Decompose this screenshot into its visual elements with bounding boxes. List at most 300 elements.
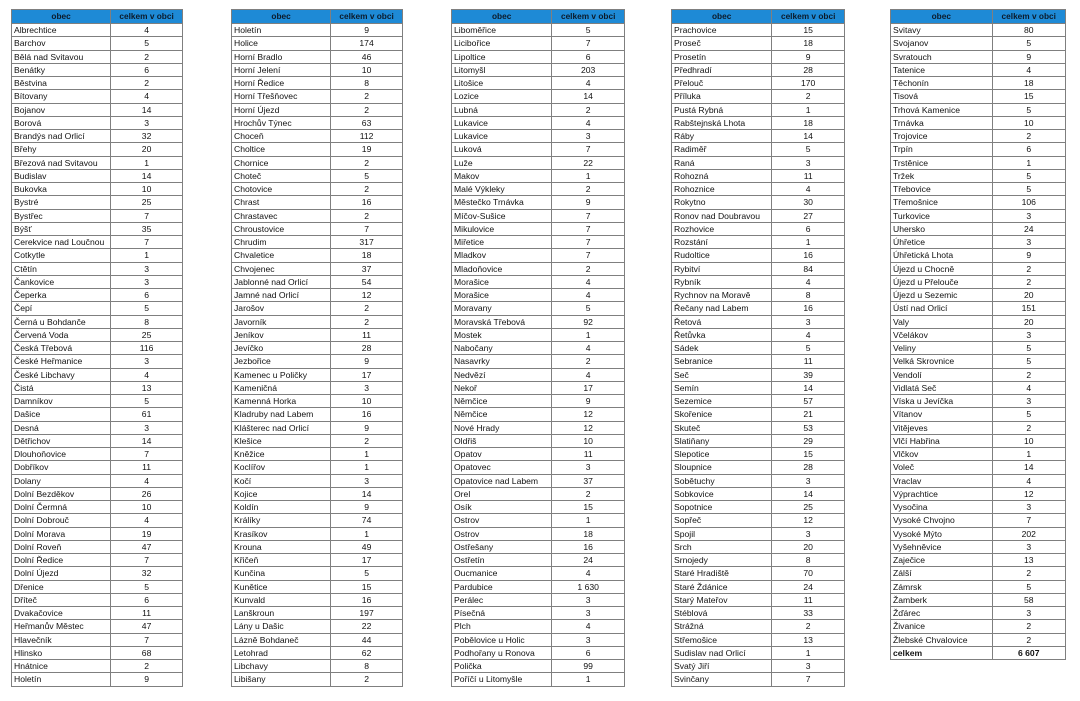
- municipality-count: 15: [331, 580, 403, 593]
- municipality-count: 14: [772, 130, 845, 143]
- table-row: [12, 540, 183, 553]
- municipality-name: Ostrov: [452, 514, 552, 527]
- municipality-name: Dolany: [12, 474, 111, 487]
- table-row: [452, 209, 625, 222]
- table-row: [672, 143, 845, 156]
- municipality-name: Sudislav nad Orlicí: [672, 646, 772, 659]
- municipality-name: Čistá: [12, 381, 111, 394]
- municipality-count: 26: [111, 487, 183, 500]
- municipality-name: Budislav: [12, 169, 111, 182]
- municipality-count: 7: [552, 37, 625, 50]
- municipality-count: 1: [772, 236, 845, 249]
- table-row: [452, 395, 625, 408]
- table-row: [232, 421, 403, 434]
- municipality-count: 112: [331, 130, 403, 143]
- municipality-name: Kočí: [232, 474, 331, 487]
- municipality-name: Dolní Újezd: [12, 567, 111, 580]
- table-row: [672, 514, 845, 527]
- municipality-name: Luže: [452, 156, 552, 169]
- municipality-name: Semín: [672, 381, 772, 394]
- total-label: celkem: [891, 646, 993, 659]
- municipality-name: Proseč: [672, 37, 772, 50]
- municipality-count: 6: [552, 50, 625, 63]
- municipality-name: Střemošice: [672, 633, 772, 646]
- municipality-name: Dlouhoňovice: [12, 448, 111, 461]
- table-row: [452, 434, 625, 447]
- table-row: [12, 381, 183, 394]
- municipality-name: Třebovice: [891, 183, 993, 196]
- municipality-name: Javorník: [232, 315, 331, 328]
- municipality-name: Slepotice: [672, 448, 772, 461]
- table-row: [672, 169, 845, 182]
- municipality-count: 5: [992, 580, 1066, 593]
- municipality-name: Holetín: [12, 673, 111, 686]
- municipality-count: 4: [992, 63, 1066, 76]
- header-celkem: celkem v obci: [331, 10, 403, 24]
- municipality-name: Rozstání: [672, 236, 772, 249]
- table-row: [232, 143, 403, 156]
- municipality-count: 16: [772, 302, 845, 315]
- municipality-count: 49: [331, 540, 403, 553]
- municipality-count: 1: [552, 514, 625, 527]
- municipality-name: Vysočina: [891, 501, 993, 514]
- table-row: [672, 461, 845, 474]
- municipality-count: 28: [772, 63, 845, 76]
- municipality-count: 80: [992, 24, 1066, 37]
- municipality-count: 15: [992, 90, 1066, 103]
- municipality-count: 1: [331, 448, 403, 461]
- table-row: [12, 90, 183, 103]
- municipality-name: Spojil: [672, 527, 772, 540]
- header-celkem: celkem v obci: [111, 10, 183, 24]
- municipality-count: 2: [992, 421, 1066, 434]
- table-row: [452, 77, 625, 90]
- municipality-count: 1: [772, 646, 845, 659]
- municipality-name: České Libchavy: [12, 368, 111, 381]
- municipality-name: Tatenice: [891, 63, 993, 76]
- table-row: [452, 103, 625, 116]
- municipality-count: 5: [772, 342, 845, 355]
- municipality-name: Bojanov: [12, 103, 111, 116]
- table-row: [12, 103, 183, 116]
- municipality-count: 17: [331, 554, 403, 567]
- municipality-name: Hnátnice: [12, 660, 111, 673]
- municipality-count: 2: [992, 633, 1066, 646]
- municipality-count: 37: [331, 262, 403, 275]
- municipality-count: 197: [331, 607, 403, 620]
- municipality-count: 6: [772, 222, 845, 235]
- table-row: [232, 116, 403, 129]
- municipality-count: 13: [111, 381, 183, 394]
- table-row: [12, 143, 183, 156]
- table-row: [452, 130, 625, 143]
- table-row: [452, 236, 625, 249]
- municipality-name: Vraclav: [891, 474, 993, 487]
- municipality-name: Krouna: [232, 540, 331, 553]
- table-row: [891, 381, 1066, 394]
- municipality-count: 9: [552, 196, 625, 209]
- municipality-name: Seč: [672, 368, 772, 381]
- municipality-name: Bělá nad Svitavou: [12, 50, 111, 63]
- table-row: [452, 633, 625, 646]
- table-row: [672, 77, 845, 90]
- municipality-name: Trhová Kamenice: [891, 103, 993, 116]
- municipality-count: 10: [992, 116, 1066, 129]
- table-row: [232, 580, 403, 593]
- municipality-count: 3: [111, 421, 183, 434]
- municipality-name: Damníkov: [12, 395, 111, 408]
- table-row: [672, 527, 845, 540]
- municipality-count: 7: [111, 209, 183, 222]
- table-row: [891, 275, 1066, 288]
- table-row: [672, 249, 845, 262]
- municipality-name: Kunvald: [232, 593, 331, 606]
- municipality-name: Morašice: [452, 275, 552, 288]
- municipality-count: 3: [992, 328, 1066, 341]
- municipality-name: Míčov-Sušice: [452, 209, 552, 222]
- municipality-count: 10: [331, 63, 403, 76]
- municipality-count: 3: [552, 593, 625, 606]
- municipality-name: Vendolí: [891, 368, 993, 381]
- table-row: [232, 77, 403, 90]
- municipality-count: 19: [331, 143, 403, 156]
- table-row: [891, 567, 1066, 580]
- table-row: [232, 289, 403, 302]
- municipality-name: Horní Bradlo: [232, 50, 331, 63]
- table-row: [452, 567, 625, 580]
- municipality-name: Městečko Trnávka: [452, 196, 552, 209]
- table-row: [232, 183, 403, 196]
- table-row: [672, 620, 845, 633]
- municipality-count: 116: [111, 342, 183, 355]
- table-row: [232, 24, 403, 37]
- municipality-name: Řetůvka: [672, 328, 772, 341]
- municipality-count: 25: [111, 328, 183, 341]
- municipality-count: 4: [111, 474, 183, 487]
- municipality-count: 15: [772, 24, 845, 37]
- municipality-count: 4: [111, 90, 183, 103]
- table-row: [891, 514, 1066, 527]
- municipality-name: Luková: [452, 143, 552, 156]
- municipality-count: 25: [772, 501, 845, 514]
- municipality-name: Strážná: [672, 620, 772, 633]
- municipality-name: Ráby: [672, 130, 772, 143]
- table-row: [232, 381, 403, 394]
- table-row: [672, 646, 845, 659]
- table-row: [452, 262, 625, 275]
- municipality-name: Skuteč: [672, 421, 772, 434]
- table-row: [232, 342, 403, 355]
- table-row: [452, 461, 625, 474]
- table-row: [891, 620, 1066, 633]
- municipality-count: 3: [111, 275, 183, 288]
- municipality-name: Moravany: [452, 302, 552, 315]
- municipality-name: Jablonné nad Orlicí: [232, 275, 331, 288]
- table-row: [891, 24, 1066, 37]
- table-row: [452, 554, 625, 567]
- municipality-name: Srch: [672, 540, 772, 553]
- municipality-name: Prosetín: [672, 50, 772, 63]
- municipality-count: 7: [552, 249, 625, 262]
- municipality-name: Sobětuchy: [672, 474, 772, 487]
- municipality-count: 7: [111, 554, 183, 567]
- table-row: [12, 474, 183, 487]
- table-row: [452, 501, 625, 514]
- header-obec: obec: [672, 10, 772, 24]
- table-row: [452, 275, 625, 288]
- municipality-name: Moravská Třebová: [452, 315, 552, 328]
- municipality-count: 32: [111, 567, 183, 580]
- municipality-count: 5: [111, 395, 183, 408]
- table-row: [452, 660, 625, 673]
- municipality-name: Morašice: [452, 289, 552, 302]
- municipality-count: 9: [111, 673, 183, 686]
- table-row: [672, 434, 845, 447]
- municipality-count: 28: [331, 342, 403, 355]
- municipality-name: Voleč: [891, 461, 993, 474]
- table-row: [672, 63, 845, 76]
- municipality-name: Klešice: [232, 434, 331, 447]
- municipality-count: 4: [552, 342, 625, 355]
- municipality-count: 4: [992, 474, 1066, 487]
- municipality-name: Sloupnice: [672, 461, 772, 474]
- municipality-count: 18: [552, 527, 625, 540]
- municipality-name: Lukavice: [452, 130, 552, 143]
- municipality-name: Víska u Jevíčka: [891, 395, 993, 408]
- municipality-count: 9: [331, 421, 403, 434]
- municipality-count: 9: [331, 355, 403, 368]
- table-row: [232, 196, 403, 209]
- table-row: [232, 514, 403, 527]
- municipality-count: 7: [552, 236, 625, 249]
- table-row: [232, 262, 403, 275]
- municipality-count: 2: [331, 434, 403, 447]
- municipality-name: Dolní Roveň: [12, 540, 111, 553]
- table-row: [232, 222, 403, 235]
- table-row: [12, 660, 183, 673]
- table-row: [232, 527, 403, 540]
- municipality-count: 170: [772, 77, 845, 90]
- municipality-count: 4: [552, 368, 625, 381]
- table-header-row: [232, 10, 403, 24]
- table-row: [891, 302, 1066, 315]
- table-row: [452, 196, 625, 209]
- municipality-name: Rudoltice: [672, 249, 772, 262]
- table-row: [672, 660, 845, 673]
- municipality-name: Zaječice: [891, 554, 993, 567]
- municipality-count: 14: [772, 381, 845, 394]
- table-row: [452, 169, 625, 182]
- table-row: [12, 421, 183, 434]
- table-row: [891, 249, 1066, 262]
- total-row: [891, 646, 1066, 659]
- municipality-table-2: [231, 9, 403, 687]
- municipality-count: 20: [992, 315, 1066, 328]
- table-row: [672, 315, 845, 328]
- table-row: [12, 646, 183, 659]
- municipality-count: 24: [772, 580, 845, 593]
- municipality-name: Svinčany: [672, 673, 772, 686]
- table-row: [12, 24, 183, 37]
- municipality-count: 106: [992, 196, 1066, 209]
- municipality-name: Trojovice: [891, 130, 993, 143]
- municipality-count: 27: [772, 209, 845, 222]
- municipality-count: 74: [331, 514, 403, 527]
- table-row: [12, 196, 183, 209]
- municipality-count: 11: [552, 448, 625, 461]
- municipality-count: 11: [772, 355, 845, 368]
- table-row: [672, 103, 845, 116]
- municipality-name: Albrechtice: [12, 24, 111, 37]
- table-header-row: [452, 10, 625, 24]
- municipality-name: Bukovka: [12, 183, 111, 196]
- municipality-name: Lozice: [452, 90, 552, 103]
- municipality-name: Jevíčko: [232, 342, 331, 355]
- table-row: [12, 156, 183, 169]
- table-row: [12, 355, 183, 368]
- municipality-count: 2: [992, 130, 1066, 143]
- table-row: [12, 63, 183, 76]
- municipality-count: 6: [992, 143, 1066, 156]
- municipality-count: 7: [552, 222, 625, 235]
- municipality-count: 4: [552, 567, 625, 580]
- table-row: [891, 156, 1066, 169]
- table-row: [12, 580, 183, 593]
- municipality-count: 17: [552, 381, 625, 394]
- municipality-name: Rozhovice: [672, 222, 772, 235]
- municipality-count: 9: [992, 249, 1066, 262]
- municipality-count: 58: [992, 593, 1066, 606]
- table-row: [232, 236, 403, 249]
- municipality-count: 5: [992, 355, 1066, 368]
- municipality-count: 54: [331, 275, 403, 288]
- municipality-name: Uhersko: [891, 222, 993, 235]
- municipality-name: Makov: [452, 169, 552, 182]
- table-row: [12, 607, 183, 620]
- municipality-name: Chotovice: [232, 183, 331, 196]
- municipality-name: Kněžice: [232, 448, 331, 461]
- table-row: [12, 328, 183, 341]
- municipality-count: 9: [331, 501, 403, 514]
- municipality-count: 4: [111, 368, 183, 381]
- municipality-name: Ronov nad Doubravou: [672, 209, 772, 222]
- municipality-count: 11: [772, 593, 845, 606]
- table-row: [232, 249, 403, 262]
- table-row: [891, 527, 1066, 540]
- municipality-count: 16: [552, 540, 625, 553]
- municipality-name: Kladruby nad Labem: [232, 408, 331, 421]
- table-row: [672, 474, 845, 487]
- municipality-name: Holice: [232, 37, 331, 50]
- municipality-name: Zálší: [891, 567, 993, 580]
- municipality-name: Malé Výkleky: [452, 183, 552, 196]
- municipality-count: 3: [772, 527, 845, 540]
- table-row: [891, 130, 1066, 143]
- table-row: [452, 249, 625, 262]
- municipality-count: 5: [992, 103, 1066, 116]
- table-row: [452, 37, 625, 50]
- table-row: [232, 156, 403, 169]
- table-row: [232, 646, 403, 659]
- municipality-name: Choltice: [232, 143, 331, 156]
- municipality-name: Turkovice: [891, 209, 993, 222]
- table-row: [12, 209, 183, 222]
- municipality-count: 3: [772, 660, 845, 673]
- municipality-count: 1: [331, 527, 403, 540]
- table-row: [452, 620, 625, 633]
- municipality-count: 203: [552, 63, 625, 76]
- municipality-count: 2: [111, 50, 183, 63]
- municipality-count: 8: [772, 554, 845, 567]
- municipality-name: Veliny: [891, 342, 993, 355]
- municipality-count: 1: [111, 156, 183, 169]
- municipality-name: Letohrad: [232, 646, 331, 659]
- table-row: [891, 289, 1066, 302]
- municipality-name: Trstěnice: [891, 156, 993, 169]
- table-row: [12, 368, 183, 381]
- municipality-count: 2: [992, 567, 1066, 580]
- municipality-name: Němčice: [452, 395, 552, 408]
- municipality-name: Opatovice nad Labem: [452, 474, 552, 487]
- municipality-count: 1: [552, 328, 625, 341]
- municipality-count: 6: [552, 646, 625, 659]
- municipality-name: Dolní Morava: [12, 527, 111, 540]
- municipality-name: Staré Hradiště: [672, 567, 772, 580]
- table-row: [12, 262, 183, 275]
- table-row: [232, 130, 403, 143]
- municipality-name: Čeperka: [12, 289, 111, 302]
- municipality-name: Vysoké Mýto: [891, 527, 993, 540]
- municipality-count: 47: [111, 540, 183, 553]
- table-row: [891, 461, 1066, 474]
- municipality-name: Borová: [12, 116, 111, 129]
- table-row: [891, 37, 1066, 50]
- table-row: [232, 63, 403, 76]
- table-row: [672, 183, 845, 196]
- municipality-count: 6: [111, 289, 183, 302]
- municipality-count: 20: [992, 289, 1066, 302]
- municipality-count: 2: [331, 315, 403, 328]
- municipality-name: Ostrov: [452, 527, 552, 540]
- municipality-name: Újezd u Chocně: [891, 262, 993, 275]
- table-row: [672, 633, 845, 646]
- municipality-name: Kameničná: [232, 381, 331, 394]
- municipality-name: Tržek: [891, 169, 993, 182]
- table-row: [891, 315, 1066, 328]
- table-row: [891, 474, 1066, 487]
- municipality-count: 9: [772, 50, 845, 63]
- municipality-name: Čepí: [12, 302, 111, 315]
- table-row: [232, 474, 403, 487]
- municipality-count: 18: [772, 37, 845, 50]
- municipality-name: Jarošov: [232, 302, 331, 315]
- municipality-count: 17: [331, 368, 403, 381]
- municipality-count: 14: [111, 434, 183, 447]
- municipality-name: Příluka: [672, 90, 772, 103]
- table-row: [232, 50, 403, 63]
- municipality-count: 5: [331, 169, 403, 182]
- municipality-count: 28: [772, 461, 845, 474]
- table-row: [452, 222, 625, 235]
- municipality-count: 8: [111, 315, 183, 328]
- municipality-name: Velká Skrovnice: [891, 355, 993, 368]
- municipality-name: Březová nad Svitavou: [12, 156, 111, 169]
- municipality-name: Brandýs nad Orlicí: [12, 130, 111, 143]
- table-row: [232, 355, 403, 368]
- municipality-count: 14: [111, 169, 183, 182]
- municipality-count: 5: [992, 183, 1066, 196]
- table-row: [891, 580, 1066, 593]
